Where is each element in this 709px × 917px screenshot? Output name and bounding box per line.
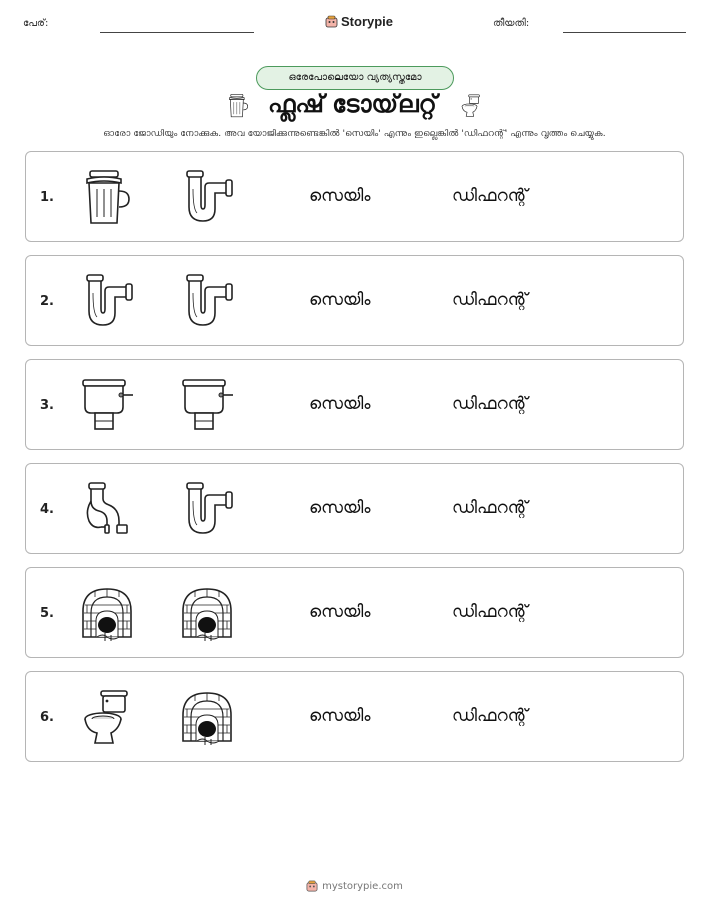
question-row-3 [25,359,684,450]
worksheet-title-bar [0,90,709,124]
different-option[interactable]: ഡിഫറന്റ് [452,290,528,310]
question-row-5 [25,567,684,658]
footer-site-link[interactable]: mystorypie.com [322,880,403,892]
question-number: 1. [40,190,54,205]
brand-logo [325,14,393,29]
bin-icon [79,169,139,227]
different-option[interactable]: ഡിഫറന്റ് [452,186,528,206]
brand-name: Storypie [341,14,394,29]
toilet-icon [459,94,485,118]
sewer-tunnel-icon [179,585,239,643]
p-trap-icon [179,273,239,331]
question-row-4 [25,463,684,554]
same-option[interactable]: സെയിം [309,498,371,518]
same-option[interactable]: സെയിം [309,290,371,310]
bin-icon [226,92,252,120]
question-row-6 [25,671,684,762]
question-number: 4. [40,502,54,517]
different-option[interactable]: ഡിഫറന്റ് [452,394,528,414]
p-trap-icon [79,273,139,331]
question-number: 6. [40,710,54,725]
different-option[interactable]: ഡിഫറന്റ് [452,498,528,518]
same-option[interactable]: സെയിം [309,394,371,414]
question-row-2 [25,255,684,346]
different-option[interactable]: ഡിഫറന്റ് [452,602,528,622]
sewer-tunnel-icon [179,689,239,747]
page-title: ഫ്ലഷ് ടോയ്‌ലറ്റ് [268,90,437,118]
name-field[interactable] [100,32,254,33]
worksheet-tag: ഒരേപോലെയോ വ്യത്യസ്തമോ [256,66,454,90]
date-label: തീയതി: [493,18,530,29]
same-option[interactable]: സെയിം [309,706,371,726]
same-option[interactable]: സെയിം [309,186,371,206]
cistern-icon [79,377,139,435]
sewer-tunnel-icon [79,585,139,643]
header [0,14,709,38]
toilet-icon [79,689,139,747]
storypie-icon [325,15,338,28]
different-option[interactable]: ഡിഫറന്റ് [452,706,528,726]
instruction-text: ഓരോ ജോഡിയും നോക്കുക. അവ യോജിക്കുന്നുണ്ടെങ്കിൽ 'സെയിം' എന്നും ഇല്ലെങ്കിൽ 'ഡിഫറന്റ്' എന്നും വൃത്തം ചെയ്യുക. [103,128,606,139]
question-number: 5. [40,606,54,621]
date-field[interactable] [563,32,686,33]
cistern-icon [179,377,239,435]
question-number: 2. [40,294,54,309]
s-trap-icon [79,481,139,539]
name-label: പേര്: [23,18,49,29]
question-number: 3. [40,398,54,413]
p-trap-icon [179,169,239,227]
footer [0,880,709,892]
same-option[interactable]: സെയിം [309,602,371,622]
question-row-1 [25,151,684,242]
p-trap-icon [179,481,239,539]
storypie-icon [306,880,318,892]
